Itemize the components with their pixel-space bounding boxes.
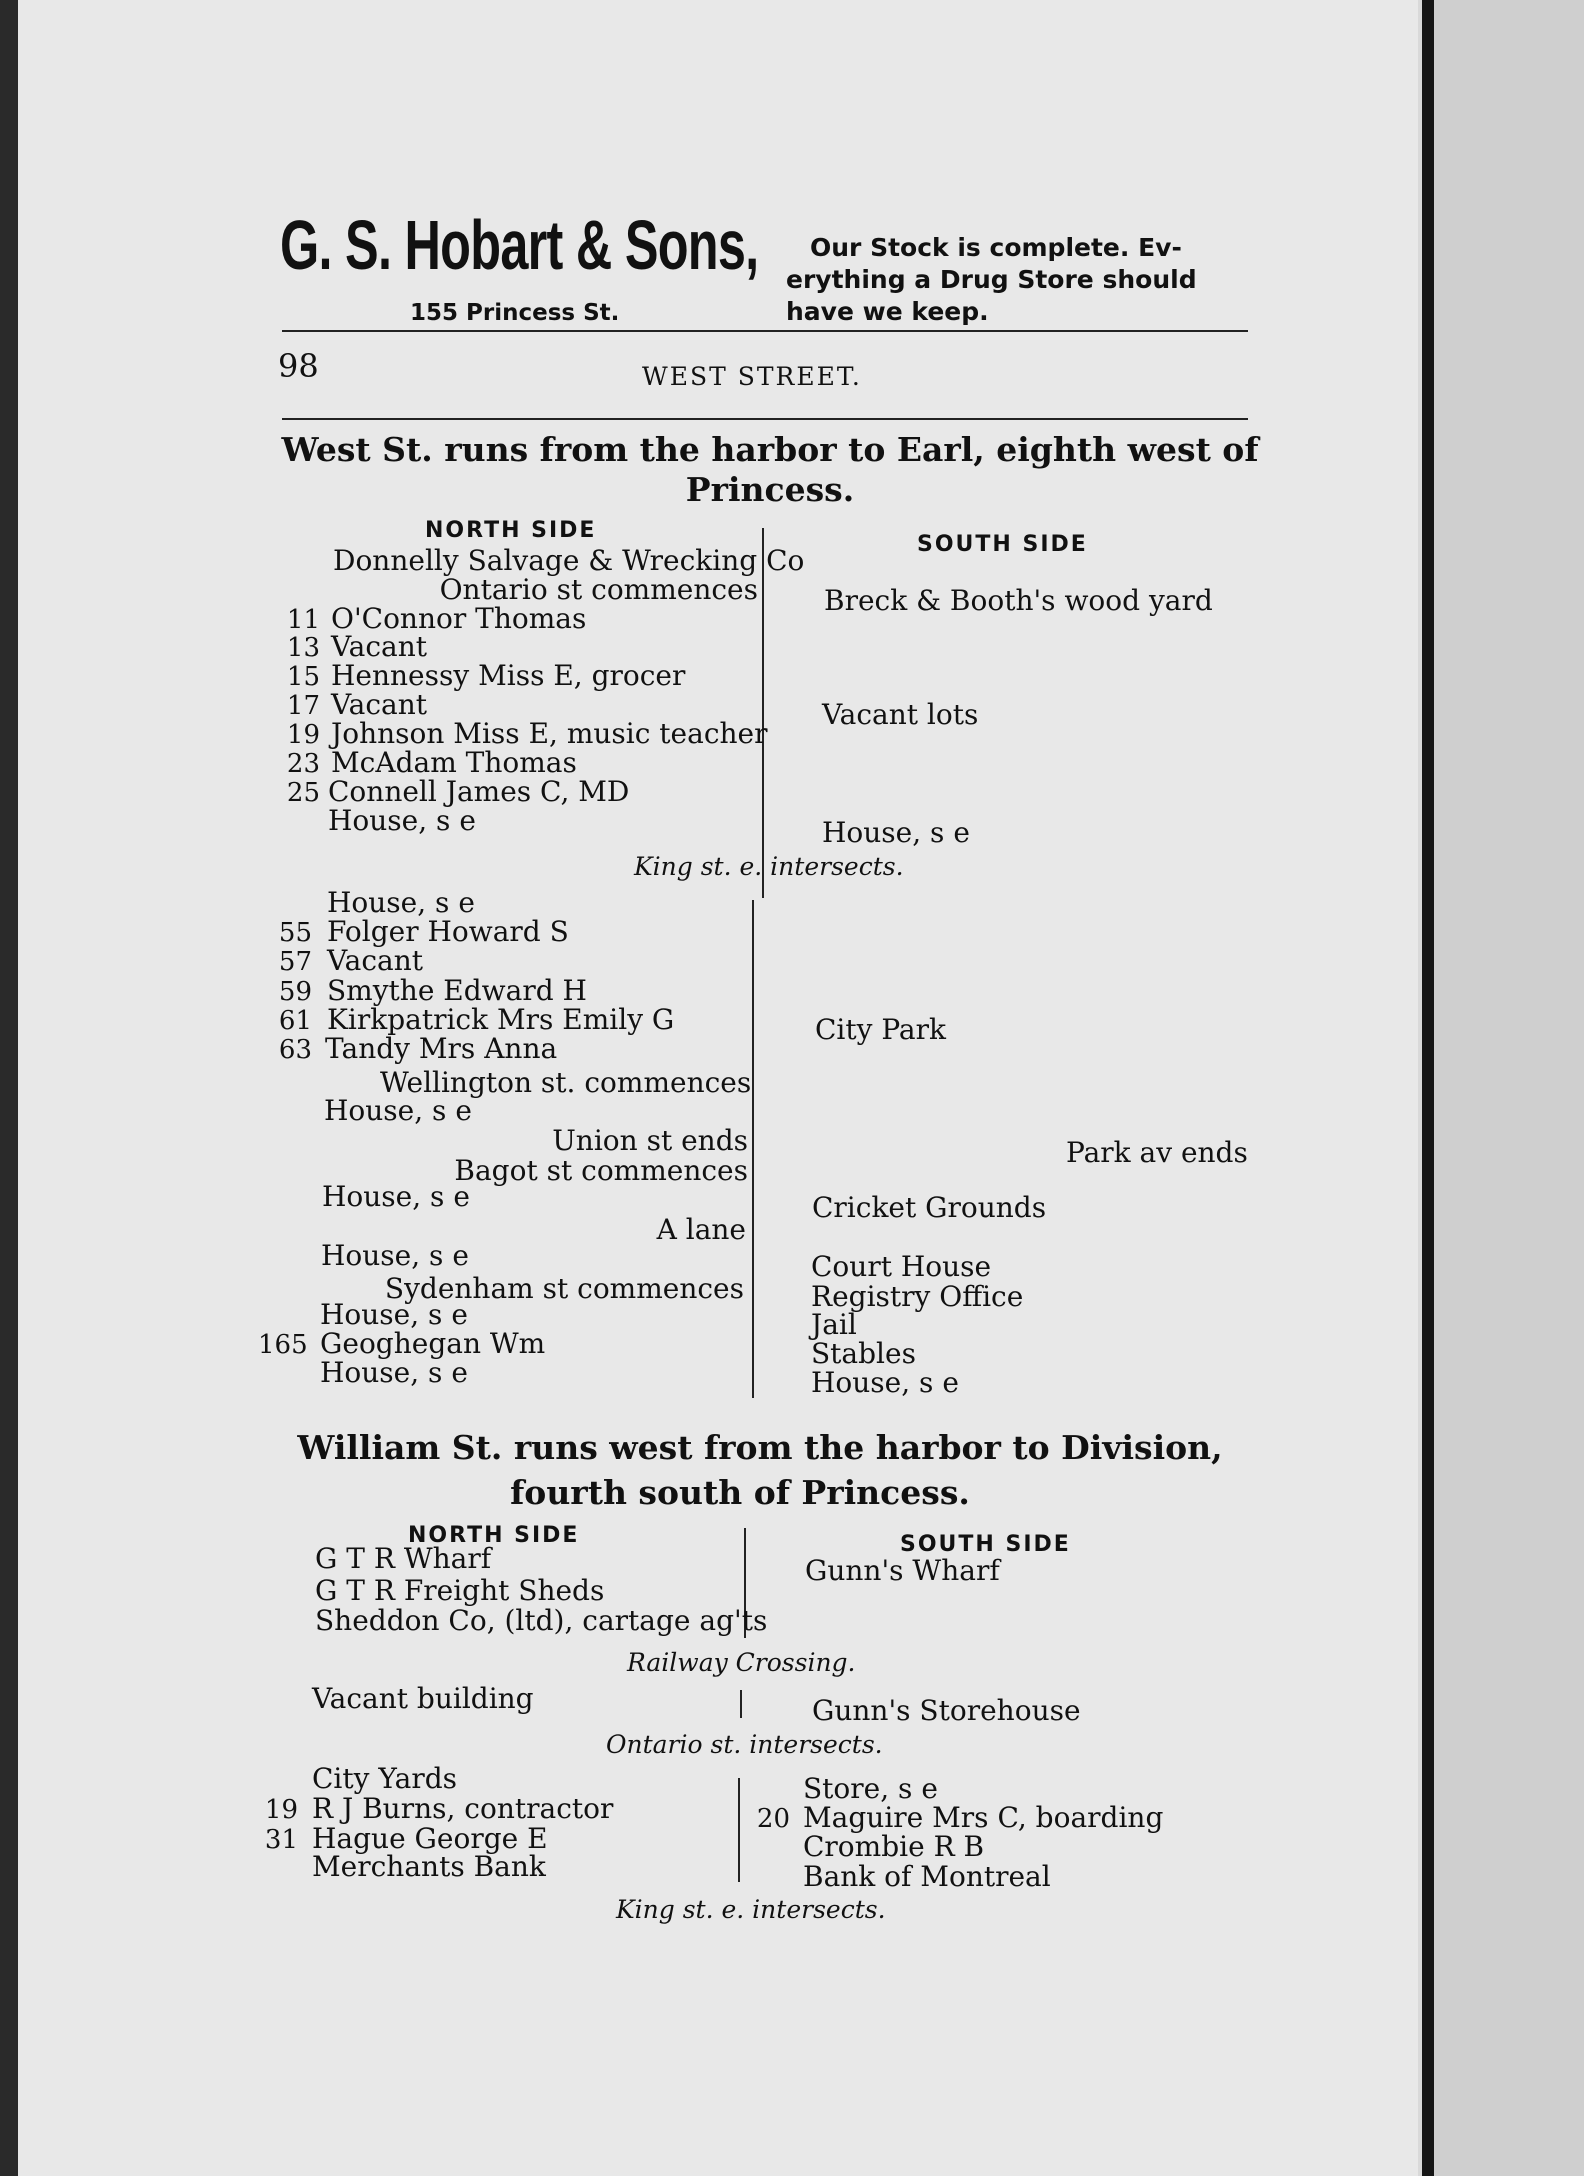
list-item: Jail [811, 1308, 857, 1341]
list-item: Stables [811, 1337, 916, 1370]
list-item: House, s e [320, 1356, 468, 1389]
list-item: House, s e [811, 1366, 959, 1399]
house-number: 15 [286, 662, 320, 692]
list-item: City Yards [312, 1762, 458, 1795]
list-item: Park av ends [1066, 1136, 1248, 1169]
list-item: McAdam Thomas [331, 746, 577, 779]
list-item: A lane [656, 1213, 746, 1246]
list-item: G T R Freight Sheds [315, 1574, 605, 1607]
william-st-heading-line-1: William St. runs west from the harbor to Division, [297, 1428, 1223, 1467]
list-item: Vacant [331, 630, 428, 663]
list-item: Sheddon Co, (ltd), cartage ag'ts [315, 1604, 768, 1637]
list-item: Vacant lots [822, 698, 979, 731]
house-number: 20 [756, 1804, 790, 1834]
william-intersect-king: King st. e. intersects. [616, 1895, 886, 1924]
william-south-side-label: SOUTH SIDE [900, 1532, 1071, 1557]
page-title: WEST STREET. [642, 362, 862, 391]
list-item: Vacant [327, 944, 424, 977]
william-column-divider-b [740, 1690, 742, 1718]
list-item: Bank of Montreal [803, 1860, 1051, 1893]
list-item: House, s e [321, 1239, 469, 1272]
page-number: 98 [278, 347, 319, 385]
list-item: Union st ends [552, 1124, 748, 1157]
header-rule-top [282, 330, 1248, 332]
list-item: Vacant building [312, 1682, 534, 1715]
ad-slogan-line-3: have we keep. [786, 297, 989, 326]
list-item: Breck & Booth's wood yard [824, 584, 1213, 617]
list-item: Merchants Bank [312, 1850, 546, 1883]
ad-address: 155 Princess St. [410, 300, 620, 326]
list-item: Registry Office [811, 1280, 1024, 1313]
william-intersect-ontario: Ontario st. intersects. [606, 1730, 883, 1759]
list-item: Folger Howard S [327, 915, 569, 948]
list-item: O'Connor Thomas [331, 602, 587, 635]
header-rule-bottom [282, 418, 1248, 420]
west-st-heading-line-1: West St. runs from the harbor to Earl, eighth west of [281, 430, 1259, 469]
house-number: 61 [278, 1006, 312, 1036]
list-item: R J Burns, contractor [312, 1792, 614, 1825]
list-item: Cricket Grounds [812, 1191, 1047, 1224]
house-number: 11 [286, 605, 320, 635]
house-number: 19 [286, 720, 320, 750]
list-item: House, s e [822, 816, 970, 849]
list-item: Kirkpatrick Mrs Emily G [327, 1003, 675, 1036]
list-item: House, s e [328, 804, 476, 837]
ad-slogan-line-1: Our Stock is complete. Ev- [810, 233, 1182, 262]
scan-left-edge [0, 0, 18, 2176]
house-number: 17 [286, 691, 320, 721]
william-column-divider-c [738, 1778, 740, 1882]
west-south-side-label: SOUTH SIDE [917, 532, 1088, 557]
list-item: Sydenham st commences [384, 1272, 744, 1305]
west-st-heading-line-2: Princess. [685, 470, 855, 509]
list-item: Donnelly Salvage & Wrecking Co [333, 544, 805, 577]
house-number: 57 [278, 947, 312, 977]
west-intersect-king: King st. e. intersects. [634, 852, 904, 881]
list-item: Hague George E [312, 1822, 548, 1855]
house-number: 63 [278, 1035, 312, 1065]
list-item: Johnson Miss E, music teacher [331, 717, 768, 750]
facing-page-edge [1434, 0, 1584, 2176]
west-north-side-label: NORTH SIDE [425, 518, 597, 543]
list-item: Wellington st. commences [380, 1066, 752, 1099]
list-item: Court House [811, 1250, 992, 1283]
william-railway-crossing: Railway Crossing. [627, 1648, 856, 1677]
list-item: House, s e [320, 1298, 468, 1331]
william-north-side-label: NORTH SIDE [408, 1523, 580, 1548]
list-item: City Park [815, 1013, 946, 1046]
list-item: Ontario st commences [439, 573, 758, 606]
list-item: Connell James C, MD [328, 775, 630, 808]
list-item: Bagot st commences [454, 1154, 748, 1187]
house-number: 19 [264, 1795, 298, 1825]
ad-company-name: G. S. Hobart & Sons, [280, 206, 759, 284]
west-column-divider-b [752, 900, 754, 1398]
list-item: Tandy Mrs Anna [325, 1032, 558, 1065]
house-number: 23 [286, 749, 320, 779]
list-item: Store, s e [803, 1772, 938, 1805]
house-number: 25 [286, 778, 320, 808]
house-number: 165 [258, 1330, 308, 1360]
list-item: House, s e [327, 886, 475, 919]
list-item: Vacant [331, 688, 428, 721]
list-item: Gunn's Storehouse [812, 1694, 1081, 1727]
list-item: Smythe Edward H [327, 974, 587, 1007]
list-item: Crombie R B [803, 1830, 985, 1863]
house-number: 59 [278, 977, 312, 1007]
list-item: Gunn's Wharf [805, 1554, 1000, 1587]
list-item: House, s e [324, 1094, 472, 1127]
book-spine [1422, 0, 1434, 2176]
west-column-divider-a [762, 528, 764, 898]
list-item: G T R Wharf [315, 1542, 492, 1575]
list-item: Geoghegan Wm [320, 1327, 546, 1360]
list-item: Maguire Mrs C, boarding [803, 1801, 1164, 1834]
list-item: Hennessy Miss E, grocer [331, 659, 686, 692]
house-number: 55 [278, 918, 312, 948]
house-number: 13 [286, 633, 320, 663]
house-number: 31 [264, 1825, 298, 1855]
list-item: House, s e [322, 1180, 470, 1213]
william-st-heading-line-2: fourth south of Princess. [510, 1473, 970, 1512]
ad-slogan-line-2: erything a Drug Store should [786, 265, 1197, 294]
